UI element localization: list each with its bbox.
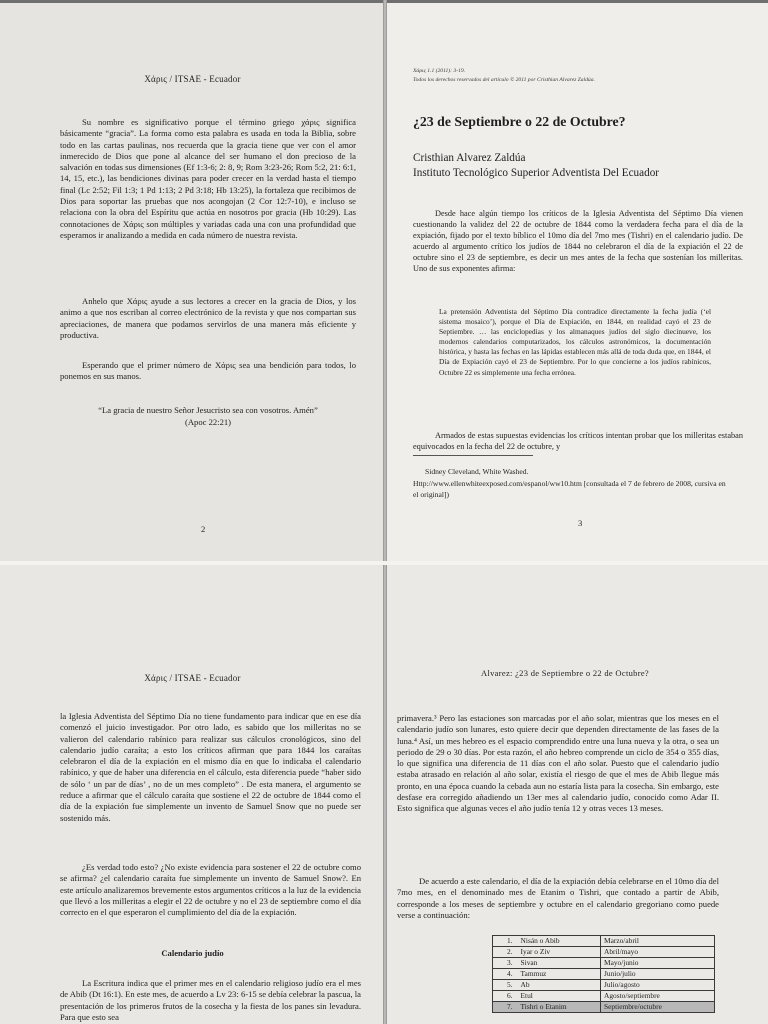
closing-quote: “La gracia de nuestro Señor Jesucristo sea con vosotros. Amén”	[98, 405, 318, 415]
month-name: Sivan	[520, 958, 538, 967]
page-gutter	[383, 0, 387, 563]
month-gregorian: Julio/agosto	[601, 980, 715, 991]
paragraph: Armados de estas supuestas evidencias los críticos intentan probar que los milleritas estaban equivocados en la fecha del 22 de octubre, y	[413, 431, 743, 451]
month-number: 5.	[507, 980, 513, 989]
table-row	[493, 991, 715, 1002]
month-gregorian: Abril/mayo	[601, 947, 715, 958]
page-2	[0, 0, 385, 563]
month-gregorian: Agosto/septiembre	[601, 991, 715, 1002]
month-name: Ab	[520, 980, 530, 989]
running-header: Χάρις / ITSAE - Ecuador	[144, 74, 241, 84]
paragraph: De acuerdo a este calendario, el día de la expiación debía celebrarse en el 10mo día del 7mo mes, en el denominado mes de Etanim o Tishri, que contado a partir de Abib, corresponde a los meses de septiembre y octubre en el calendario gregoriano como puede verse a continuación:	[397, 876, 719, 920]
table-row	[493, 980, 715, 991]
footnote: Sidney Cleveland, White Washed.	[425, 467, 529, 476]
paragraph: ¿Es verdad todo esto? ¿No existe evidencia para sostener el 22 de octubre como se afirma? ¿el calendario caraíta fue simplemente un invento de Samuel Snow?. En este artículo analizaremos brevemente estos argumentos críticos a la luz de la evidencia que llevó a los milleritas a elegir el 22 de octubre y no el 23 de septiembre como el día correcto en el que esperaron el cumplimiento del día de la expiación.	[60, 862, 361, 918]
running-header: Χάρις / ITSAE - Ecuador	[144, 673, 241, 683]
page-gutter	[383, 563, 387, 1024]
months-table	[492, 935, 715, 1013]
month-name: Tishri o Etanim	[520, 1002, 567, 1011]
month-gregorian: Septiembre/octubre	[601, 1002, 715, 1013]
block-quote: La pretensión Adventista del Séptimo Día contradice directamente la fecha judía (‘el sistema mosaico’), porque el Día de Expiación, en 1844, en realidad cayó el 23 de Septiembre. … las enciclopedias y los almanaques judíos del siglo diecinueve, los modernos calendarios computarizados, los cálculos astronómicos, la documentación histórica, y hasta las fechas en las lápidas establecen más allá de toda duda que, en 1844, el Día de Expiación cayó el 23 de Septiembre. Por lo que concierne a los judíos rabínicos, Octubre 22 es simplemente una fecha errónea.	[439, 307, 711, 377]
month-number: 3.	[507, 958, 513, 967]
month-number: 1.	[507, 936, 513, 945]
paragraph: Desde hace algún tiempo los críticos de la Iglesia Adventista del Séptimo Día vienen cuestionando la validez del 22 de octubre de 1844 como la verdadera fecha para el día de la expiación, fijado por el texto bíblico el 10mo día del 7mo mes (Tishri) en el calendario judío. De acuerdo al argumento crítico los judíos de 1844 no celebraron el día de la expiación el 22 de octubre sino el 23 de septiembre, es decir un mes antes de la fecha que sostenían los milleritas. Uno de sus exponentes afirma:	[413, 209, 743, 273]
month-number: 6.	[507, 991, 513, 1000]
month-hebrew-name	[493, 947, 601, 958]
month-number: 7.	[507, 1002, 513, 1011]
month-number: 2.	[507, 947, 513, 956]
month-name: Iyar o Ziv	[520, 947, 551, 956]
table-row	[493, 969, 715, 980]
page-number: 2	[201, 524, 206, 534]
citation-line: Χάρις 1.1 (2011): 3-19.	[413, 68, 466, 74]
running-header: Alvarez: ¿23 de Septiembre o 22 de Octubre?	[481, 668, 649, 678]
month-gregorian: Mayo/junio	[601, 958, 715, 969]
page-4	[0, 563, 385, 1024]
copyright-line: Todos los derechos reservados del artículo © 2011 por Cristhian Alvarez Zaldúa.	[413, 77, 595, 83]
month-hebrew-name	[493, 980, 601, 991]
paragraph: primavera.³ Pero las estaciones son marcadas por el año solar, mientras que los meses en el calendario judío son lunares, esto quiere decir que dependen directamente de las fases de la luna.⁴ Así, un mes hebreo es el espacio comprendido entre una luna nueva y la otra, o sea un periodo de 29 o 30 días. Por esta razón, el año hebreo comprende un ciclo de 354 o 355 días, lo que significa una diferencia de 11 días con el año solar. Puesto que el calendario judío estaba atrasado en relación al año solar, existía el riesgo de que el mes de Abib llegue más pronto, en una época cuando la cebada aun no estaría lista para la cosecha. Sin embargo, este desfase era corregido añadiendo un 13er mes al calendario judío, conocido como Adar II. Esto significa que algunas veces el año judío tenía 12 y otras veces 13 meses.	[397, 713, 719, 814]
paragraph: la Iglesia Adventista del Séptimo Día no tiene fundamento para indicar que en ese día comenzó el juicio investigador. Por otro lado, es sabido que los milleritas no se valieron del calendario rabínico para realizar sus cálculos cronológicos, sino del calendario judío caraíta; a esto los críticos afirman que para 1844 los caraítas celebraron el día de la expiación en el mismo día en que lo indicaba el calendario rabínico, y que de haber una diferencia en el cálculo, esta diferencia puede “haber sido de sólo ‘ un par de días’ , no de un mes completo” . De esta manera, el argumento se reduce a afirmar que el cálculo caraíta que sostiene el 22 de octubre de 1844 como el día de la expiación fue simplemente un invento de Samuel Snow que no puede ser sostenido más.	[60, 711, 361, 823]
month-name: Nisán o Abib	[520, 936, 560, 945]
page-number: 3	[578, 518, 583, 528]
article-title: ¿23 de Septiembre o 22 de Octubre?	[413, 114, 626, 129]
paragraph: Su nombre es significativo porque el término griego χάρις significa básicamente “gracia”. La forma como esta palabra es usada en toda la Biblia, sobre todo en las cartas paulinas, nos recuerda que la gracia tiene que ver con el amor inmerecido de Dios que pone al alcance del ser humano el don precioso de la salvación en todas sus dimensiones (Ef 1:3-6; 2: 8, 9; Rom 3:23-26; Rom 5:2, 21: 6:1, 14, 15, etc.), las bendiciones divinas para poder crecer en la verdad hasta el tiempo final (Lc 2:52; Fil 1:3; 1 Pd 1:13; 2 Pd 3:18; Hb 13:25), la fortaleza que recibimos de Dios para soportar las pruebas que nos acongojan (2 Cor 12:7-10), e incluso se relaciona con la obra del Espíritu que actúa en nosotros por gracia (Hb 10:29). Las connotaciones de Χάρις son múltiples y variadas cada una con una profundidad que esperamos ir analizando a medida en cada número de nuestra revista.	[60, 117, 356, 240]
author-name: Cristhian Alvarez Zaldúa	[413, 152, 526, 164]
table-row	[493, 958, 715, 969]
month-gregorian: Marzo/abril	[601, 936, 715, 947]
page-3	[385, 0, 768, 563]
table-row	[493, 947, 715, 958]
table-row	[493, 936, 715, 947]
page-separator	[0, 561, 768, 565]
paragraph: Esperando que el primer número de Χάρις sea una bendición para todos, lo ponemos en sus manos.	[60, 360, 356, 382]
paragraph: Anhelo que Χάρις ayude a sus lectores a crecer en la gracia de Dios, y los animo a que nos escriban al correo electrónico de la revista y que nos compartan sus apreciaciones, de manera que podamos servirlos de una manera más eficiente y productiva.	[60, 296, 356, 340]
table-row	[493, 1002, 715, 1013]
section-heading: Calendario judío	[161, 948, 224, 958]
paragraph: La Escritura indica que el primer mes en el calendario religioso judío era el mes de Abib (Dt 16:1). En este mes, de acuerdo a Lv 23: 6-15 se debía celebrar la pascua, la presentación de los primeros frutos de la cosecha y la fiesta de los panes sin levadura. Para que esto sea	[60, 978, 361, 1022]
author-institution: Instituto Tecnológico Superior Adventista Del Ecuador	[413, 167, 660, 179]
footnote-rule	[413, 455, 533, 456]
month-hebrew-name	[493, 958, 601, 969]
closing-quote-reference: (Apoc 22:21)	[184, 417, 232, 427]
month-hebrew-name	[493, 936, 601, 947]
month-gregorian: Junio/julio	[601, 969, 715, 980]
page-5	[385, 563, 768, 1024]
month-number: 4.	[507, 969, 513, 978]
month-name: Tammuz	[520, 969, 547, 978]
month-hebrew-name	[493, 969, 601, 980]
month-hebrew-name	[493, 991, 601, 1002]
month-name: Etul	[520, 991, 533, 1000]
footnote: Http://www.ellenwhiteexposed.com/espanol/ww10.htm [consultada el 7 de febrero de 2008, cursiva en el original])	[413, 479, 726, 500]
month-hebrew-name	[493, 1002, 601, 1013]
